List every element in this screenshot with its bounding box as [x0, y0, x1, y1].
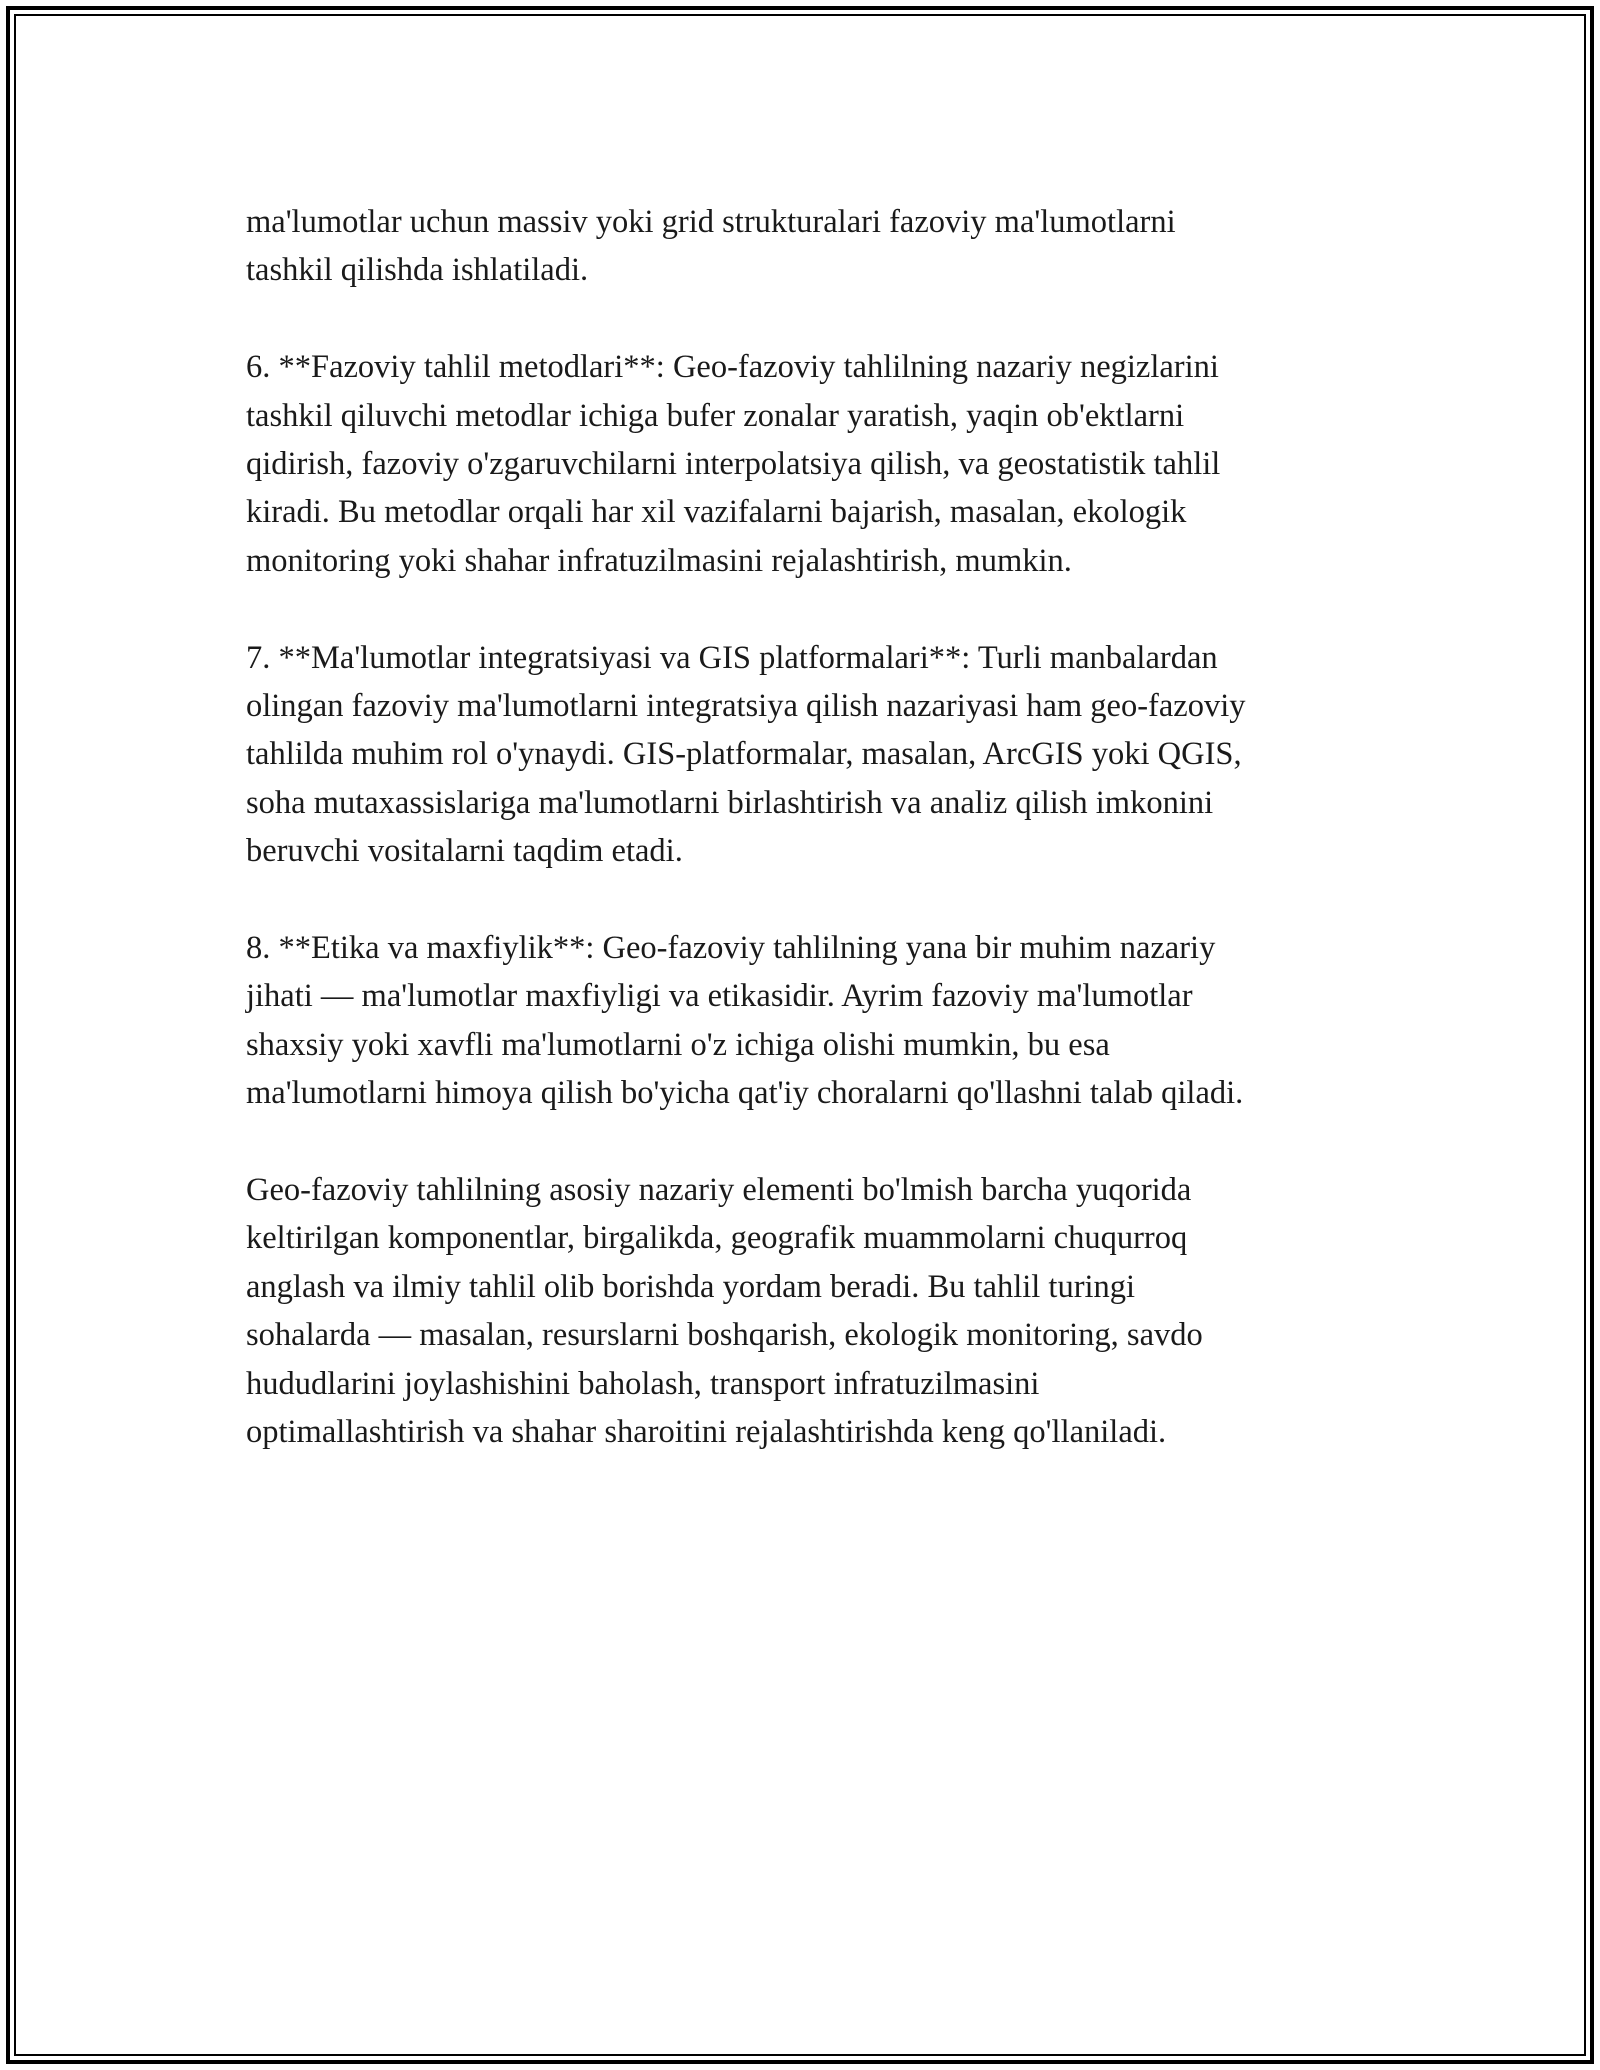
text-line: soha mutaxassislariga ma'lumotlarni birlashtirish va analiz qilish imkonini — [246, 784, 1214, 821]
paragraph-continuation — [246, 198, 1410, 295]
text-line: tashkil qilishda ishlatiladi. — [246, 252, 589, 289]
paragraph-item-6 — [246, 343, 1410, 585]
text-line: monitoring yoki shahar infratuzilmasini rejalashtirish, mumkin. — [246, 542, 1072, 579]
text-line: tahlilda muhim rol o'ynaydi. GIS-platformalar, masalan, ArcGIS yoki QGIS, — [246, 736, 1242, 773]
text-line: tashkil qiluvchi metodlar ichiga bufer zonalar yaratish, yaqin ob'ektlarni — [246, 397, 1185, 434]
paragraph-conclusion — [246, 1166, 1410, 1456]
text-line: kiradi. Bu metodlar orqali har xil vazifalarni bajarish, masalan, ekologik — [246, 494, 1187, 531]
text-line: anglash va ilmiy tahlil olib borishda yordam beradi. Bu tahlil turingi — [246, 1268, 1136, 1305]
text-line: sohalarda — masalan, resurslarni boshqarish, ekologik monitoring, savdo — [246, 1317, 1203, 1354]
text-line: ma'lumotlarni himoya qilish bo'yicha qat'iy choralarni qo'llashni talab qiladi. — [246, 1075, 1244, 1112]
text-line: jihati — ma'lumotlar maxfiyligi va etikasidir. Ayrim fazoviy ma'lumotlar — [246, 978, 1193, 1015]
text-line: keltirilgan komponentlar, birgalikda, geografik muammolarni chuqurroq — [246, 1220, 1188, 1257]
paragraph-item-8 — [246, 924, 1410, 1118]
document-body — [246, 198, 1410, 1457]
text-line: qidirish, fazoviy o'zgaruvchilarni interpolatsiya qilish, va geostatistik tahlil — [246, 446, 1221, 483]
text-line: Geo-fazoviy tahlilning asosiy nazariy elementi bo'lmish barcha yuqorida — [246, 1172, 1192, 1209]
text-line: beruvchi vositalarni taqdim etadi. — [246, 833, 683, 870]
paragraph-item-7 — [246, 634, 1410, 876]
text-line: 6. **Fazoviy tahlil metodlari**: Geo-fazoviy tahlilning nazariy negizlarini — [246, 349, 1219, 386]
page-frame — [6, 6, 1594, 2064]
text-line: 7. **Ma'lumotlar integratsiyasi va GIS platformalari**: Turli manbalardan — [246, 639, 1218, 676]
text-line: shaxsiy yoki xavfli ma'lumotlarni o'z ichiga olishi mumkin, bu esa — [246, 1026, 1110, 1063]
text-line: optimallashtirish va shahar sharoitini rejalashtirishda keng qo'llaniladi. — [246, 1414, 1167, 1451]
text-line: hududlarini joylashishini baholash, transport infratuzilmasini — [246, 1365, 1040, 1402]
text-line: olingan fazoviy ma'lumotlarni integratsiya qilish nazariyasi ham geo-fazoviy — [246, 688, 1246, 725]
text-line: ma'lumotlar uchun massiv yoki grid strukturalari fazoviy ma'lumotlarni — [246, 204, 1176, 240]
text-line: 8. **Etika va maxfiylik**: Geo-fazoviy tahlilning yana bir muhim nazariy — [246, 930, 1216, 967]
